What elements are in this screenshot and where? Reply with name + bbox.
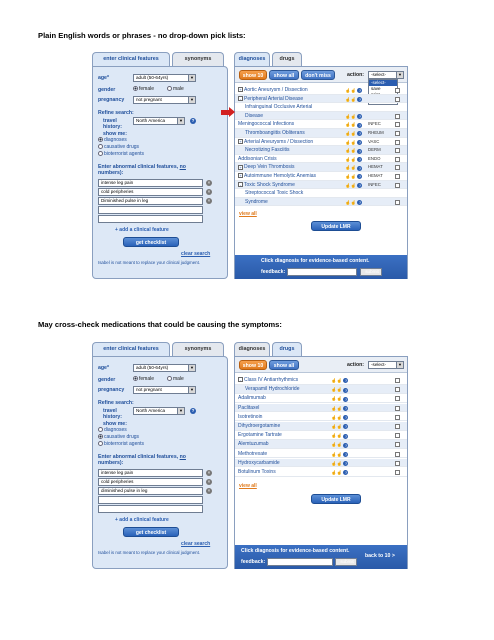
drug-label: Dihydroergotamine [238,423,281,429]
action-select[interactable]: -select- ▼ [368,71,404,79]
row-action-icons[interactable] [331,469,348,478]
drug-name[interactable] [245,385,299,394]
clinical-features-panel [92,356,228,569]
row-action-icons[interactable] [345,199,362,208]
thumbs-icon[interactable]: ☝☝ [345,182,357,188]
enter-features-heading: Enter abnormal clinical features, no [98,454,186,460]
option-diagnoses[interactable]: diagnoses [98,427,127,433]
diagnosis-name[interactable] [245,112,263,121]
drug-row[interactable] [235,450,407,459]
drug-name[interactable] [238,376,298,385]
diagnosis-name[interactable] [238,163,295,172]
drug-row[interactable] [235,459,407,468]
feedback-input[interactable] [287,268,357,276]
help-icon[interactable]: ? [358,88,362,94]
feature-input-1[interactable]: intense leg pain [98,469,203,477]
diagnosis-name[interactable] [245,189,303,198]
row-checkbox[interactable] [395,415,400,420]
remove-icon[interactable]: × [207,189,211,194]
thumbs-icon[interactable]: ☝☝ [331,405,343,411]
thumbs-icon[interactable]: ☝☝ [331,414,343,420]
travel-label: travel [103,408,117,414]
row-checkbox[interactable] [395,378,400,383]
help-icon[interactable]: ? [358,114,362,120]
category-label: VASC [368,138,380,144]
back-to-10-link[interactable]: back to 10 > [365,553,395,559]
diagnosis-row[interactable] [235,198,407,207]
thumbs-icon[interactable]: ☝☝ [331,396,343,402]
row-checkbox[interactable] [395,165,400,170]
show-me-label: show me: [103,131,127,137]
feature-input-1[interactable]: intense leg pain [98,179,203,187]
drug-label: Class IV Antiarrhythmics [244,377,299,383]
thumbs-icon[interactable]: ☝☝ [345,139,357,145]
category-label: HEMAT [368,164,383,170]
feature-input-2[interactable]: cold peripheries [98,478,203,486]
thumbs-icon[interactable]: ☝☝ [345,174,357,179]
radio-selected-icon [98,137,103,142]
help-icon[interactable]: ? [344,424,348,430]
expand-icon[interactable]: + [239,138,242,144]
collapse-icon[interactable]: - [239,377,242,383]
diagnosis-name[interactable] [238,155,277,164]
remove-icon[interactable]: × [207,198,211,203]
tab-enter-clinical-features[interactable]: enter clinical features [92,342,170,356]
drug-row[interactable] [235,394,407,403]
pregnancy-select[interactable]: not pregnant ▼ [133,96,196,104]
drug-label: Paclitaxel [238,404,260,411]
drug-row[interactable] [235,431,407,440]
show-all-button[interactable]: show all [269,70,299,80]
travel-history-select[interactable]: North America ▼ [133,117,185,125]
diagnosis-name[interactable] [245,146,289,155]
diagnosis-label: Thromboangiitis Obliterans [245,130,305,136]
diagnosis-label: Aortic Aneurysm / Dissection [244,87,308,93]
help-icon[interactable]: ? [358,200,362,206]
row-checkbox[interactable] [395,174,400,179]
row-checkbox[interactable] [395,387,400,392]
screenshot-drugs [84,342,414,572]
diagnosis-row[interactable] [235,181,407,190]
get-checklist-button[interactable]: get checklist [123,527,179,537]
drug-label: Ergotamine Tartrate [238,432,282,439]
thumbs-icon[interactable]: ☝☝ [331,387,343,393]
diagnosis-label: Addisonian Crisis [238,155,277,162]
diagnosis-name[interactable] [238,95,303,104]
age-label: age* [98,75,109,81]
history-label: history: [103,124,123,130]
help-icon[interactable]: ? [344,461,348,467]
diagnosis-row[interactable] [235,120,407,129]
view-all-link[interactable]: view all [239,483,257,489]
drug-row[interactable] [235,422,407,431]
heading-plain-english: Plain English words or phrases - no drop-down pick lists: [38,31,246,40]
diagnosis-label: Autoimmune Hemolytic Anemias [244,173,316,179]
get-checklist-button[interactable]: get checklist [123,237,179,247]
pregnancy-label: pregnancy [98,97,125,103]
history-label: history: [103,414,123,420]
category-label: RHEUM [368,130,384,135]
feature-input-2[interactable]: cold peripheries [98,188,203,196]
diagnosis-label: Disease [245,112,264,119]
show-me-label: show me: [103,421,127,427]
numbers-label: numbers): [98,170,124,176]
diagnosis-label: Streptococcal Toxic Shock [245,190,304,197]
travel-label: travel [103,118,117,124]
expand-icon[interactable]: + [239,164,242,170]
option-causative-drugs[interactable]: causative drugs [98,144,139,150]
help-icon[interactable]: ? [344,470,348,476]
help-icon[interactable]: ? [358,174,362,180]
help-icon[interactable]: ? [344,451,348,457]
tab-drugs[interactable]: drugs [272,342,302,356]
help-icon[interactable]: ? [358,182,362,188]
thumbs-icon[interactable]: ☝☝ [331,433,343,439]
thumbs-icon[interactable]: ☝☝ [345,113,357,119]
row-checkbox[interactable] [395,131,400,136]
expand-icon[interactable]: + [239,87,242,93]
results-toolbar [235,357,407,373]
chevron-down-icon: ▼ [188,365,195,371]
diagnosis-row[interactable] [235,95,407,104]
dropdown-option[interactable]: save [371,86,381,91]
diagnosis-label: Peripheral Arterial Disease [244,95,304,102]
submit-button[interactable]: submit [360,268,382,276]
feature-input-3[interactable]: Diminished pulse in leg [98,197,203,205]
feedback-label: feedback: [241,559,266,565]
drug-row[interactable] [235,385,407,394]
diagnosis-name[interactable] [245,103,312,112]
chevron-down-icon: ▼ [396,362,403,368]
drug-label: Verapamil Hydrochloride [245,386,300,393]
diagnosis-label: Necrotizing Fasciitis [245,147,290,154]
row-checkbox[interactable] [395,157,400,162]
row-checkbox[interactable] [395,122,400,127]
gender-label: gender [98,377,116,383]
results-footer [235,545,407,569]
help-icon[interactable]: ? [344,378,348,384]
diagnosis-row[interactable] [235,163,407,172]
drug-row[interactable] [235,404,407,413]
tab-synonyms[interactable]: synonyms [172,342,224,356]
radio-selected-icon [133,376,138,381]
drug-label: Botulinum Toxins [238,469,276,475]
gender-female-radio[interactable]: female [133,86,154,92]
diagnosis-label: Deep Vein Thrombosis [244,164,295,171]
help-icon[interactable]: ? [358,122,362,128]
row-checkbox[interactable] [395,442,400,447]
action-label: action: [347,362,365,368]
thumbs-icon[interactable]: ☝☝ [345,199,357,205]
chevron-down-icon: ▼ [188,75,195,81]
heading-cross-check: May cross-check medications that could be causing the symptoms: [38,320,282,329]
update-lmr-button[interactable]: Update LMR [311,494,361,504]
category-label: HEMAT [368,173,383,178]
thumbs-icon[interactable]: ☝☝ [345,96,357,102]
drug-label: Adalimumab [238,395,266,402]
thumbs-icon[interactable]: ☝☝ [331,378,343,383]
option-causative-drugs[interactable]: causative drugs [98,434,139,440]
remove-icon[interactable]: × [207,180,211,185]
diagnosis-row[interactable] [235,86,407,95]
feedback-label: feedback: [261,269,286,275]
thumbs-icon[interactable]: ☝☝ [331,424,343,429]
results-footer [235,255,407,279]
chevron-down-icon: ▼ [188,97,195,103]
pregnancy-label: pregnancy [98,387,125,393]
help-icon[interactable]: ? [358,96,362,102]
thumbs-icon[interactable]: ☝☝ [345,122,357,128]
category-label: INFEC [368,121,381,127]
action-label: action: [347,72,365,78]
row-checkbox[interactable] [395,424,400,429]
diagnosis-label: Meningococcal Infections [238,121,295,128]
row-checkbox[interactable] [395,183,400,188]
chevron-down-icon: ▼ [177,118,184,124]
help-icon[interactable]: ? [358,131,362,137]
drug-label: Alemtuzumab [238,441,269,448]
row-checkbox[interactable] [395,114,400,119]
help-icon[interactable]: ? [191,408,195,413]
add-clinical-feature-link[interactable]: + add a clinical feature [115,227,169,233]
gender-female-radio[interactable]: female [133,376,154,382]
option-bioterrorist-agents[interactable]: bioterrorist agents [98,441,144,447]
drug-name[interactable] [238,413,262,422]
drug-label: Hydroxycarbamide [238,459,280,466]
show-all-button[interactable]: show all [269,360,299,370]
radio-icon [167,86,172,91]
gender-male-radio[interactable]: male [167,86,184,92]
diagnosis-row[interactable] [235,155,407,164]
chevron-down-icon: ▼ [396,72,403,78]
help-icon[interactable]: ? [358,157,362,163]
diagnosis-name[interactable] [238,120,294,129]
row-checkbox[interactable] [395,406,400,411]
refine-search-heading: Refine search: [98,110,134,116]
diagnosis-name[interactable] [238,172,316,181]
screenshot-diagnoses [84,52,414,282]
diagnosis-name[interactable] [238,138,313,147]
gender-label: gender [98,87,116,93]
help-icon[interactable]: ? [358,148,362,154]
feature-input-3[interactable]: diminished pulse in leg [98,487,203,495]
thumbs-icon[interactable]: ☝☝ [345,156,357,162]
help-icon[interactable]: ? [344,396,348,402]
tab-diagnoses[interactable]: diagnoses [234,52,270,66]
diagnosis-name[interactable] [238,86,308,95]
option-bioterrorist-agents[interactable]: bioterrorist agents [98,151,144,157]
remove-icon[interactable]: × [207,488,211,493]
dont-miss-button[interactable]: don't miss [301,70,335,80]
drug-row[interactable] [235,413,407,422]
drug-row[interactable] [235,468,407,477]
disclaimer-note: Isabel is not meant to replace your clinical judgment. [98,550,201,555]
remove-icon[interactable]: × [207,479,211,484]
clinical-features-panel [92,66,228,279]
radio-icon [98,151,103,156]
row-checkbox[interactable] [395,97,400,102]
submit-button[interactable]: submit [335,558,357,566]
gender-male-radio[interactable]: male [167,376,184,382]
row-checkbox[interactable] [395,200,400,205]
help-icon[interactable]: ? [344,387,348,393]
thumbs-icon[interactable]: ☝☝ [331,451,343,457]
help-icon[interactable]: ? [358,139,362,145]
help-icon[interactable]: ? [344,442,348,448]
row-checkbox[interactable] [395,148,400,153]
drug-name[interactable] [238,450,267,459]
drug-name[interactable] [238,404,259,413]
drug-label: Methotrexate [238,450,268,457]
drug-name[interactable] [238,459,280,468]
tab-diagnoses[interactable]: diagnoses [234,342,270,356]
thumbs-icon[interactable]: ☝☝ [345,165,357,171]
radio-icon [98,427,103,432]
feature-input-5[interactable] [98,215,203,223]
collapse-icon[interactable]: - [239,95,242,101]
expand-icon[interactable]: + [239,173,242,179]
diagnosis-row[interactable] [235,103,407,112]
clear-search-link[interactable]: clear search [181,541,211,547]
radio-selected-icon [133,86,138,91]
drug-name[interactable] [238,431,282,440]
clear-search-link[interactable]: clear search [181,251,211,257]
diagnosis-label: Infrainguinal Occlusive Arterial [245,104,313,111]
feedback-input[interactable] [267,558,333,566]
pregnancy-select[interactable]: not pregnant ▼ [133,386,196,394]
thumbs-icon[interactable]: ☝☝ [345,88,357,93]
diagnosis-name[interactable] [238,181,295,190]
action-select[interactable]: -select- ▼ [368,361,404,369]
diagnoses-panel [234,66,408,279]
show-10-button[interactable]: show 10 [239,70,267,80]
thumbs-icon[interactable]: ☝☝ [345,131,357,136]
drug-row[interactable] [235,440,407,449]
diagnosis-row[interactable] [235,129,407,138]
diagnosis-row[interactable] [235,189,407,198]
age-select[interactable]: adult (50-64yrs) ▼ [133,364,196,372]
refine-search-heading: Refine search: [98,400,134,406]
add-clinical-feature-link[interactable]: + add a clinical feature [115,517,169,523]
age-select[interactable]: adult (50-64yrs) ▼ [133,74,196,82]
radio-icon [98,144,103,149]
footer-text: Click diagnosis for evidence-based content. [241,548,350,554]
drugs-panel [234,356,408,569]
enter-features-heading: Enter abnormal clinical features, no [98,164,186,170]
help-icon[interactable]: ? [191,118,195,123]
diagnosis-row[interactable] [235,138,407,147]
drug-name[interactable] [238,468,276,477]
diagnosis-label: Toxic Shock Syndrome [244,181,295,188]
drug-name[interactable] [238,422,280,431]
feature-input-4[interactable] [98,206,203,214]
age-label: age* [98,365,109,371]
tab-synonyms[interactable]: synonyms [172,52,224,66]
drug-name[interactable] [238,394,266,403]
thumbs-icon[interactable]: ☝☝ [331,470,343,475]
category-label: DERM [368,147,381,153]
radio-icon [98,441,103,446]
option-diagnoses[interactable]: diagnoses [98,137,127,143]
diagnosis-name[interactable] [245,129,305,138]
radio-icon [167,376,172,381]
diagnosis-row[interactable] [235,172,407,181]
diagnosis-row[interactable] [235,146,407,155]
red-arrow-head-icon [229,107,235,117]
show-10-button[interactable]: show 10 [239,360,267,370]
view-all-link[interactable]: view all [239,211,257,217]
drug-row[interactable] [235,376,407,385]
row-checkbox[interactable] [395,140,400,145]
help-icon[interactable]: ? [344,405,348,411]
row-checkbox[interactable] [395,433,400,438]
thumbs-icon[interactable]: ☝☝ [331,460,343,466]
row-checkbox[interactable] [395,452,400,457]
diagnosis-row[interactable] [235,112,407,121]
feature-input-5[interactable] [98,505,203,513]
travel-history-select[interactable]: North America ▼ [133,407,185,415]
row-checkbox[interactable] [395,396,400,401]
category-label: INFEC [368,181,381,187]
help-icon[interactable]: ? [344,433,348,439]
diagnosis-label: Syndrome [245,198,268,205]
numbers-label: numbers): [98,460,124,466]
feature-input-4[interactable] [98,496,203,504]
row-checkbox[interactable] [395,461,400,466]
chevron-down-icon: ▼ [177,408,184,414]
update-lmr-button[interactable]: Update LMR [311,221,361,231]
help-icon[interactable]: ? [358,165,362,171]
drug-label: Isotretinoin [238,413,263,420]
footer-text: Click diagnosis for evidence-based content. [261,258,370,264]
thumbs-icon[interactable]: ☝☝ [345,148,357,154]
thumbs-icon[interactable]: ☝☝ [331,442,343,448]
remove-icon[interactable]: × [207,470,211,475]
radio-selected-icon [98,434,103,439]
disclaimer-note: Isabel is not meant to replace your clinical judgment. [98,260,201,265]
collapse-icon[interactable]: - [239,181,242,187]
row-checkbox[interactable] [395,470,400,475]
diagnosis-label: Arterial Aneurysms / Dissection [244,138,314,145]
row-checkbox[interactable] [395,88,400,93]
chevron-down-icon: ▼ [188,387,195,393]
tab-enter-clinical-features[interactable]: enter clinical features [92,52,170,66]
diagnosis-name[interactable] [245,198,268,207]
tab-drugs[interactable]: drugs [272,52,302,66]
category-label: ENDO [368,155,381,161]
drug-name[interactable] [238,440,269,449]
help-icon[interactable]: ? [344,415,348,421]
dropdown-option[interactable]: -select- [369,80,397,86]
